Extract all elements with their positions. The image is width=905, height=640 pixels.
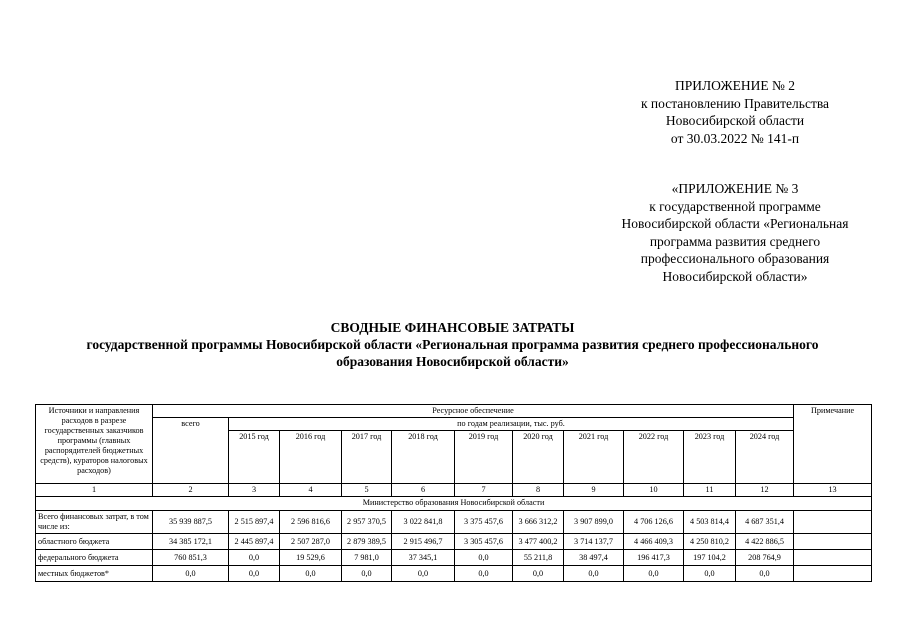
header-year: 2019 год <box>455 431 513 484</box>
appendix-3-line: к государственной программе <box>649 198 821 214</box>
row-label: местных бюджетов* <box>36 566 153 582</box>
row-value: 7 981,0 <box>342 550 392 566</box>
row-note <box>794 566 872 582</box>
row-value: 2 915 496,7 <box>392 534 455 550</box>
row-total: 35 939 887,5 <box>153 511 229 534</box>
appendix-2-line: Новосибирской области <box>665 113 805 128</box>
header-resource: Ресурсное обеспечение <box>153 405 794 418</box>
row-value: 55 211,8 <box>513 550 564 566</box>
header-year: 2020 год <box>513 431 564 484</box>
row-value: 4 687 351,4 <box>736 511 794 534</box>
row-value: 0,0 <box>455 550 513 566</box>
row-value: 3 714 137,7 <box>564 534 624 550</box>
column-number: 10 <box>624 484 684 497</box>
row-value: 3 022 841,8 <box>392 511 455 534</box>
column-number: 6 <box>392 484 455 497</box>
column-number: 2 <box>153 484 229 497</box>
appendix-3-block <box>590 180 880 285</box>
column-number: 4 <box>280 484 342 497</box>
row-value: 0,0 <box>736 566 794 582</box>
row-value: 0,0 <box>280 566 342 582</box>
row-value: 3 477 400,2 <box>513 534 564 550</box>
row-value: 3 375 457,6 <box>455 511 513 534</box>
column-number: 5 <box>342 484 392 497</box>
header-sources: Источники и направления расходов в разрезе государственных заказчиков программы (главных распорядителей бюджетных средств), кураторов налоговых расходов) <box>36 405 153 484</box>
row-label: федерального бюджета <box>36 550 153 566</box>
row-value: 2 879 389,5 <box>342 534 392 550</box>
row-value: 197 104,2 <box>684 550 736 566</box>
header-note: Примечание <box>794 405 872 484</box>
row-value: 4 422 886,5 <box>736 534 794 550</box>
row-value: 0,0 <box>513 566 564 582</box>
column-number: 13 <box>794 484 872 497</box>
column-number: 3 <box>229 484 280 497</box>
row-value: 0,0 <box>624 566 684 582</box>
row-value: 208 764,9 <box>736 550 794 566</box>
appendix-3-line: «ПРИЛОЖЕНИЕ № 3 <box>671 181 799 196</box>
row-note <box>794 550 872 566</box>
title-line-1: СВОДНЫЕ ФИНАНСОВЫЕ ЗАТРАТЫ <box>330 320 575 335</box>
appendix-3-line: Новосибирской области» <box>662 268 808 284</box>
header-year: 2018 год <box>392 431 455 484</box>
appendix-3-line: программа развития среднего <box>649 233 821 249</box>
row-value: 0,0 <box>455 566 513 582</box>
column-number: 8 <box>513 484 564 497</box>
table-row <box>36 566 872 582</box>
section-row <box>36 497 872 511</box>
appendix-2-line: ПРИЛОЖЕНИЕ № 2 <box>674 78 796 93</box>
row-value: 2 445 897,4 <box>229 534 280 550</box>
row-value: 4 250 810,2 <box>684 534 736 550</box>
row-value: 37 345,1 <box>392 550 455 566</box>
table-row <box>36 511 872 534</box>
row-value: 2 596 816,6 <box>280 511 342 534</box>
row-value: 4 706 126,6 <box>624 511 684 534</box>
row-value: 0,0 <box>229 566 280 582</box>
table-row <box>36 534 872 550</box>
row-total: 0,0 <box>153 566 229 582</box>
appendix-3-line: профессионального образования <box>640 251 830 266</box>
row-value: 3 666 312,2 <box>513 511 564 534</box>
document-title <box>0 319 905 370</box>
row-value: 3 907 899,0 <box>564 511 624 534</box>
header-year: 2023 год <box>684 431 736 484</box>
row-note <box>794 511 872 534</box>
header-year: 2021 год <box>564 431 624 484</box>
appendix-2-line: к постановлению Правительства <box>640 95 830 111</box>
row-value: 0,0 <box>684 566 736 582</box>
header-year: 2016 год <box>280 431 342 484</box>
appendix-2-block <box>600 77 870 147</box>
row-value: 4 466 409,3 <box>624 534 684 550</box>
column-number-row <box>36 484 872 497</box>
row-value: 0,0 <box>392 566 455 582</box>
row-value: 38 497,4 <box>564 550 624 566</box>
section-ministry: Министерство образования Новосибирской области <box>36 497 872 511</box>
row-total: 34 385 172,1 <box>153 534 229 550</box>
title-line-3: образования Новосибирской области» <box>336 354 569 369</box>
row-total: 760 851,3 <box>153 550 229 566</box>
row-value: 4 503 814,4 <box>684 511 736 534</box>
header-year: 2017 год <box>342 431 392 484</box>
row-value: 19 529,6 <box>280 550 342 566</box>
table-row <box>36 550 872 566</box>
row-value: 0,0 <box>342 566 392 582</box>
financial-costs-table <box>35 404 872 582</box>
row-label: Всего финансовых затрат, в том числе из: <box>36 511 153 534</box>
appendix-2-line: от 30.03.2022 № 141-п <box>670 130 800 146</box>
row-value: 2 957 370,5 <box>342 511 392 534</box>
appendix-3-line: Новосибирской области «Региональная <box>621 216 849 231</box>
row-value: 0,0 <box>229 550 280 566</box>
row-value: 0,0 <box>564 566 624 582</box>
column-number: 9 <box>564 484 624 497</box>
row-value: 2 515 897,4 <box>229 511 280 534</box>
row-value: 3 305 457,6 <box>455 534 513 550</box>
column-number: 7 <box>455 484 513 497</box>
header-by-years: по годам реализации, тыс. руб. <box>229 418 794 431</box>
row-label: областного бюджета <box>36 534 153 550</box>
column-number: 12 <box>736 484 794 497</box>
column-number: 1 <box>36 484 153 497</box>
row-note <box>794 534 872 550</box>
header-year: 2022 год <box>624 431 684 484</box>
title-line-2: государственной программы Новосибирской области «Региональная программа развития среднего профессионального <box>86 337 819 352</box>
row-value: 2 507 287,0 <box>280 534 342 550</box>
header-total: всего <box>153 418 229 484</box>
header-year: 2024 год <box>736 431 794 484</box>
row-value: 196 417,3 <box>624 550 684 566</box>
header-year: 2015 год <box>229 431 280 484</box>
column-number: 11 <box>684 484 736 497</box>
